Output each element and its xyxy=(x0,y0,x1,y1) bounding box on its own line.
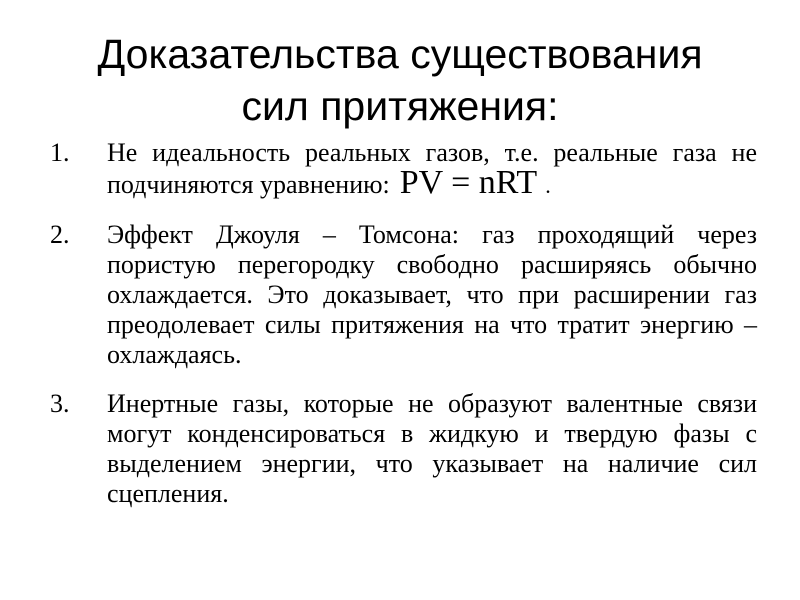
list-item-number: 2. xyxy=(50,220,70,249)
list-item-text-body: Не идеальность реальных газов, т.е. реальные газа не подчиняются уравнению: xyxy=(107,138,757,199)
list-item-text xyxy=(107,138,757,201)
slide-title-line-1: Доказательства существования xyxy=(97,31,703,77)
slide-title-line-2: сил притяжения: xyxy=(241,83,559,129)
list-item xyxy=(50,220,757,370)
list-item xyxy=(50,138,757,201)
evidence-list xyxy=(50,138,757,528)
slide-title xyxy=(40,28,760,132)
ideal-gas-formula: PV = nRT xyxy=(399,164,538,201)
list-item xyxy=(50,389,757,509)
formula-tail: . xyxy=(545,173,551,198)
list-item-text: Инертные газы, которые не образуют валентные связи могут конденсироваться в жидкую и твердую фазы с выделением энергии, что указывает на наличие сил сцепления. xyxy=(107,389,757,508)
list-item-number: 1. xyxy=(50,138,70,167)
list-item-number: 3. xyxy=(50,389,70,418)
list-item-text: Эффект Джоуля – Томсона: газ проходящий через пористую перегородку свободно расширяясь обычно охлаждается. Это доказывает, что при расширении газ преодолевает силы притяжения на что тратит энергию – охлаждаясь. xyxy=(107,220,757,369)
